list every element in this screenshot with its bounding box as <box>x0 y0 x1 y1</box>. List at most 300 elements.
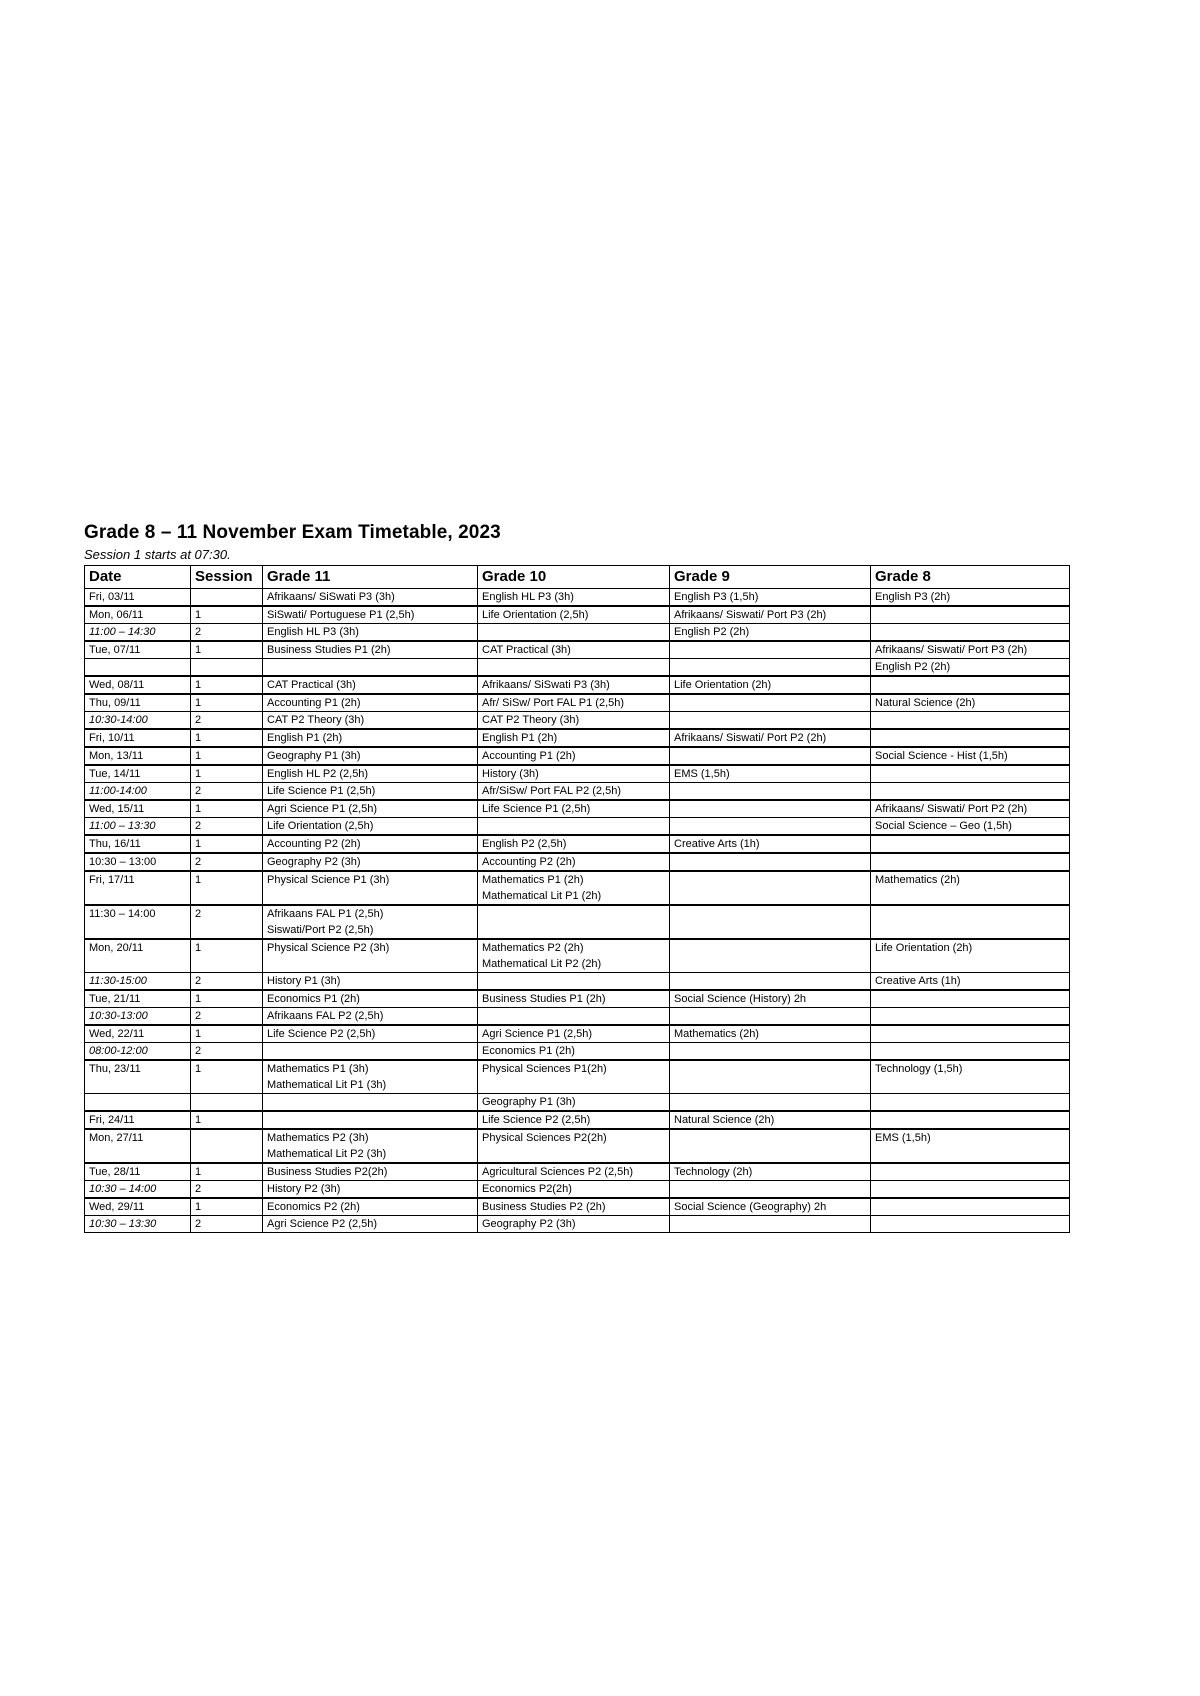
cell-date: 11:30 – 14:00 <box>85 905 191 939</box>
cell-date: 10:30-14:00 <box>85 712 191 730</box>
cell-line <box>875 1199 1065 1215</box>
cell-line <box>674 748 866 764</box>
table-header-row <box>85 566 1070 589</box>
cell-date: 11:00 – 13:30 <box>85 818 191 836</box>
cell-line: Afrikaans FAL P2 (2,5h) <box>267 1010 384 1022</box>
cell-session: 2 <box>191 1043 263 1061</box>
table-row <box>85 1043 1070 1061</box>
cell-g8 <box>871 1111 1070 1129</box>
cell-line <box>674 801 866 817</box>
cell-line <box>674 1130 866 1146</box>
cell-g9 <box>670 835 871 853</box>
cell-line <box>875 1043 1065 1059</box>
table-row <box>85 624 1070 642</box>
header-date: Date <box>85 566 191 589</box>
cell-line: Life Science P1 (2,5h) <box>267 785 376 797</box>
cell-g11 <box>263 783 478 801</box>
cell-date: Thu, 23/11 <box>85 1060 191 1094</box>
cell-g11 <box>263 641 478 659</box>
cell-line: Afrikaans/ Siswati/ Port P3 (2h) <box>674 609 827 621</box>
cell-g9 <box>670 659 871 677</box>
cell-line <box>674 1216 866 1232</box>
cell-line <box>875 677 1065 693</box>
cell-g9 <box>670 783 871 801</box>
header-grade-11: Grade 11 <box>263 566 478 589</box>
cell-date: Mon, 13/11 <box>85 747 191 765</box>
cell-session: 2 <box>191 783 263 801</box>
cell-line <box>674 659 866 675</box>
cell-session: 1 <box>191 676 263 694</box>
cell-g9 <box>670 1008 871 1026</box>
cell-g8 <box>871 871 1070 905</box>
cell-line <box>875 712 1065 728</box>
page-title: Grade 8 – 11 November Exam Timetable, 2023 <box>84 522 501 543</box>
cell-g11 <box>263 747 478 765</box>
cell-line: Creative Arts (1h) <box>674 838 760 850</box>
cell-g9 <box>670 1198 871 1216</box>
cell-g9 <box>670 1111 871 1129</box>
cell-g8 <box>871 624 1070 642</box>
cell-g8 <box>871 1198 1070 1216</box>
cell-date: Fri, 03/11 <box>85 589 191 607</box>
table-row <box>85 606 1070 624</box>
cell-line: History P2 (3h) <box>267 1183 341 1195</box>
cell-line <box>674 818 866 834</box>
table-row <box>85 747 1070 765</box>
cell-line: Mathematical Lit P1 (3h) <box>267 1079 387 1091</box>
cell-date: Tue, 28/11 <box>85 1163 191 1181</box>
cell-line: Economics P1 (2h) <box>267 993 360 1005</box>
table-row <box>85 1111 1070 1129</box>
header-grade-10: Grade 10 <box>478 566 670 589</box>
cell-g10 <box>478 1181 670 1199</box>
cell-line: Afrikaans FAL P1 (2,5h) <box>267 908 384 920</box>
cell-g8 <box>871 659 1070 677</box>
cell-line: Social Science - Hist (1,5h) <box>875 750 1008 762</box>
cell-line: Life Orientation (2,5h) <box>267 820 374 832</box>
cell-line: Life Orientation (2h) <box>875 942 973 954</box>
cell-g11 <box>263 712 478 730</box>
cell-line <box>674 872 866 888</box>
cell-line: Natural Science (2h) <box>674 1114 775 1126</box>
cell-line: Technology (1,5h) <box>875 1063 963 1075</box>
cell-g9 <box>670 871 871 905</box>
cell-line: English P3 (1,5h) <box>674 591 759 603</box>
cell-g10 <box>478 800 670 818</box>
cell-line <box>674 1008 866 1024</box>
cell-line: Agri Science P2 (2,5h) <box>267 1218 378 1230</box>
cell-line: English HL P3 (3h) <box>267 626 359 638</box>
table-row <box>85 939 1070 973</box>
table-row <box>85 1060 1070 1094</box>
cell-line: Physical Science P2 (3h) <box>267 942 390 954</box>
cell-line: Mathematics P2 (2h) <box>482 942 584 954</box>
cell-session <box>191 659 263 677</box>
cell-line: CAT P2 Theory (3h) <box>482 714 580 726</box>
cell-line: Physical Sciences P1(2h) <box>482 1063 607 1075</box>
cell-g11 <box>263 606 478 624</box>
cell-line: Afr/ SiSw/ Port FAL P1 (2,5h) <box>482 697 625 709</box>
cell-line: English P1 (2h) <box>267 732 343 744</box>
cell-g10 <box>478 973 670 991</box>
cell-g10 <box>478 853 670 871</box>
cell-g8 <box>871 1163 1070 1181</box>
cell-g10 <box>478 694 670 712</box>
cell-g11 <box>263 589 478 607</box>
cell-session: 1 <box>191 871 263 905</box>
cell-g10 <box>478 747 670 765</box>
cell-line <box>875 766 1065 782</box>
table-row <box>85 871 1070 905</box>
cell-session: 2 <box>191 712 263 730</box>
cell-session: 1 <box>191 800 263 818</box>
cell-line <box>267 1112 473 1128</box>
cell-line: Geography P2 (3h) <box>482 1218 576 1230</box>
cell-date: Tue, 07/11 <box>85 641 191 659</box>
cell-g11 <box>263 835 478 853</box>
cell-g8 <box>871 1094 1070 1112</box>
cell-line: CAT Practical (3h) <box>267 679 356 691</box>
cell-g10 <box>478 624 670 642</box>
cell-g10 <box>478 676 670 694</box>
cell-line: Geography P1 (3h) <box>267 750 361 762</box>
cell-g9 <box>670 990 871 1008</box>
table-row <box>85 1008 1070 1026</box>
cell-line: Accounting P2 (2h) <box>267 838 361 850</box>
cell-g8 <box>871 712 1070 730</box>
cell-session <box>191 1094 263 1112</box>
cell-g9 <box>670 800 871 818</box>
cell-line <box>674 854 866 870</box>
cell-g9 <box>670 853 871 871</box>
page-subtitle: Session 1 starts at 07:30. <box>84 547 231 562</box>
cell-line: Geography P2 (3h) <box>267 856 361 868</box>
cell-g9 <box>670 1060 871 1094</box>
cell-line: Afrikaans/ SiSwati P3 (3h) <box>267 591 395 603</box>
cell-line <box>875 607 1065 623</box>
table-row <box>85 853 1070 871</box>
cell-date: Wed, 15/11 <box>85 800 191 818</box>
cell-session: 2 <box>191 1216 263 1233</box>
cell-g10 <box>478 1025 670 1043</box>
cell-line <box>875 730 1065 746</box>
cell-g9 <box>670 712 871 730</box>
cell-line: English P2 (2h) <box>674 626 750 638</box>
cell-g10 <box>478 871 670 905</box>
cell-session: 1 <box>191 1111 263 1129</box>
cell-g9 <box>670 641 871 659</box>
cell-g10 <box>478 729 670 747</box>
cell-g10 <box>478 1111 670 1129</box>
cell-g10 <box>478 606 670 624</box>
cell-g11 <box>263 800 478 818</box>
cell-g9 <box>670 1216 871 1233</box>
cell-session: 1 <box>191 641 263 659</box>
cell-line: SiSwati/ Portuguese P1 (2,5h) <box>267 609 415 621</box>
cell-line <box>875 1216 1065 1232</box>
cell-g9 <box>670 1094 871 1112</box>
cell-line <box>875 1181 1065 1197</box>
cell-g11 <box>263 871 478 905</box>
cell-g10 <box>478 641 670 659</box>
cell-line <box>674 695 866 711</box>
cell-line: History (3h) <box>482 768 539 780</box>
cell-line <box>267 1094 473 1110</box>
cell-line <box>482 1008 665 1024</box>
cell-line: Mathematics P1 (3h) <box>267 1063 369 1075</box>
cell-line: Mathematics (2h) <box>674 1028 759 1040</box>
cell-line: CAT Practical (3h) <box>482 644 571 656</box>
cell-date <box>85 659 191 677</box>
cell-g10 <box>478 1043 670 1061</box>
cell-line: Agricultural Sciences P2 (2,5h) <box>482 1166 634 1178</box>
cell-g8 <box>871 1060 1070 1094</box>
cell-g9 <box>670 1163 871 1181</box>
cell-g11 <box>263 659 478 677</box>
cell-line: Social Science – Geo (1,5h) <box>875 820 1012 832</box>
cell-line <box>674 783 866 799</box>
cell-line: Physical Sciences P2(2h) <box>482 1132 607 1144</box>
cell-g9 <box>670 765 871 783</box>
cell-line: Afrikaans/ Siswati/ Port P2 (2h) <box>875 803 1028 815</box>
cell-date: Tue, 14/11 <box>85 765 191 783</box>
cell-line <box>674 940 866 956</box>
cell-line <box>674 712 866 728</box>
cell-g9 <box>670 1129 871 1163</box>
cell-g10 <box>478 1198 670 1216</box>
cell-session: 1 <box>191 1060 263 1094</box>
cell-session: 1 <box>191 1025 263 1043</box>
cell-date: Mon, 20/11 <box>85 939 191 973</box>
timetable <box>84 565 1070 1233</box>
table-row <box>85 1094 1070 1112</box>
cell-g11 <box>263 694 478 712</box>
cell-date: 10:30 – 13:00 <box>85 853 191 871</box>
cell-g10 <box>478 783 670 801</box>
table-row <box>85 835 1070 853</box>
table-row <box>85 1129 1070 1163</box>
table-row <box>85 641 1070 659</box>
cell-g8 <box>871 589 1070 607</box>
cell-g10 <box>478 589 670 607</box>
cell-line <box>482 818 665 834</box>
header-session: Session <box>191 566 263 589</box>
cell-line: Accounting P1 (2h) <box>267 697 361 709</box>
cell-line: Business Studies P1 (2h) <box>267 644 391 656</box>
cell-g8 <box>871 676 1070 694</box>
cell-g9 <box>670 1181 871 1199</box>
cell-line: Technology (2h) <box>674 1166 753 1178</box>
cell-session: 1 <box>191 729 263 747</box>
table-row <box>85 589 1070 607</box>
cell-session: 1 <box>191 765 263 783</box>
cell-g9 <box>670 973 871 991</box>
cell-g9 <box>670 676 871 694</box>
cell-session: 2 <box>191 624 263 642</box>
cell-g8 <box>871 606 1070 624</box>
cell-g11 <box>263 905 478 939</box>
cell-line: Social Science (History) 2h <box>674 993 807 1005</box>
cell-line <box>482 659 665 675</box>
cell-line <box>875 1094 1065 1110</box>
cell-line: Natural Science (2h) <box>875 697 976 709</box>
cell-line: Life Science P1 (2,5h) <box>482 803 591 815</box>
cell-g8 <box>871 747 1070 765</box>
cell-g8 <box>871 1008 1070 1026</box>
cell-line: English HL P3 (3h) <box>482 591 574 603</box>
table-row <box>85 676 1070 694</box>
cell-line <box>674 1043 866 1059</box>
cell-line: Afrikaans/ Siswati/ Port P3 (2h) <box>875 644 1028 656</box>
cell-date: Thu, 16/11 <box>85 835 191 853</box>
cell-g11 <box>263 818 478 836</box>
timetable-body <box>85 589 1070 1233</box>
cell-line: Mathematical Lit P2 (3h) <box>267 1148 387 1160</box>
cell-g11 <box>263 1129 478 1163</box>
cell-line: Afrikaans/ Siswati/ Port P2 (2h) <box>674 732 827 744</box>
cell-line: Siswati/Port P2 (2,5h) <box>267 924 374 936</box>
table-row <box>85 694 1070 712</box>
cell-line <box>482 624 665 640</box>
cell-g8 <box>871 1181 1070 1199</box>
cell-g11 <box>263 853 478 871</box>
table-row <box>85 1025 1070 1043</box>
cell-g8 <box>871 1025 1070 1043</box>
cell-g10 <box>478 659 670 677</box>
cell-g10 <box>478 818 670 836</box>
cell-g11 <box>263 1198 478 1216</box>
cell-g8 <box>871 905 1070 939</box>
cell-line: Business Studies P2 (2h) <box>482 1201 606 1213</box>
cell-date: Fri, 24/11 <box>85 1111 191 1129</box>
table-row <box>85 818 1070 836</box>
cell-g11 <box>263 624 478 642</box>
header-grade-8: Grade 8 <box>871 566 1070 589</box>
cell-line <box>674 973 866 989</box>
cell-session: 1 <box>191 747 263 765</box>
cell-g11 <box>263 765 478 783</box>
cell-line <box>482 906 665 922</box>
cell-line <box>875 854 1065 870</box>
cell-g8 <box>871 729 1070 747</box>
table-row <box>85 1216 1070 1233</box>
cell-g11 <box>263 1216 478 1233</box>
cell-g11 <box>263 990 478 1008</box>
cell-line: English P2 (2,5h) <box>482 838 567 850</box>
cell-line <box>875 1164 1065 1180</box>
cell-line <box>875 991 1065 1007</box>
cell-session: 2 <box>191 905 263 939</box>
cell-line: English HL P2 (2,5h) <box>267 768 369 780</box>
cell-line: Mathematical Lit P2 (2h) <box>482 958 602 970</box>
cell-line <box>875 906 1065 922</box>
cell-line: Creative Arts (1h) <box>875 975 961 987</box>
cell-date: Mon, 06/11 <box>85 606 191 624</box>
cell-date: 11:00-14:00 <box>85 783 191 801</box>
cell-session: 1 <box>191 1163 263 1181</box>
cell-g10 <box>478 712 670 730</box>
cell-date: Fri, 10/11 <box>85 729 191 747</box>
cell-date: 11:30-15:00 <box>85 973 191 991</box>
cell-g8 <box>871 853 1070 871</box>
table-row <box>85 1198 1070 1216</box>
cell-g9 <box>670 1043 871 1061</box>
cell-g10 <box>478 1060 670 1094</box>
table-row <box>85 765 1070 783</box>
cell-g9 <box>670 606 871 624</box>
cell-g8 <box>871 641 1070 659</box>
cell-g8 <box>871 1129 1070 1163</box>
cell-date <box>85 1094 191 1112</box>
header-grade-9: Grade 9 <box>670 566 871 589</box>
cell-line: Mathematics (2h) <box>875 874 960 886</box>
cell-g10 <box>478 939 670 973</box>
cell-g11 <box>263 1060 478 1094</box>
cell-g9 <box>670 905 871 939</box>
cell-session <box>191 1129 263 1163</box>
cell-session: 1 <box>191 990 263 1008</box>
cell-line: Business Studies P2(2h) <box>267 1166 388 1178</box>
cell-date: 08:00-12:00 <box>85 1043 191 1061</box>
cell-line: Physical Science P1 (3h) <box>267 874 390 886</box>
cell-line: Mathematical Lit P1 (2h) <box>482 890 602 902</box>
cell-line: Life Science P2 (2,5h) <box>482 1114 591 1126</box>
cell-session: 2 <box>191 1181 263 1199</box>
cell-line <box>875 783 1065 799</box>
cell-line: Economics P1 (2h) <box>482 1045 575 1057</box>
cell-date: 10:30-13:00 <box>85 1008 191 1026</box>
table-row <box>85 783 1070 801</box>
cell-session: 2 <box>191 818 263 836</box>
cell-line: Life Orientation (2h) <box>674 679 772 691</box>
cell-date: Wed, 22/11 <box>85 1025 191 1043</box>
cell-line <box>267 1043 473 1059</box>
cell-g8 <box>871 783 1070 801</box>
cell-line <box>875 1112 1065 1128</box>
cell-g10 <box>478 905 670 939</box>
cell-line: Economics P2(2h) <box>482 1183 572 1195</box>
cell-line: Social Science (Geography) 2h <box>674 1201 827 1213</box>
cell-line: English P2 (2h) <box>875 661 951 673</box>
cell-session: 2 <box>191 1008 263 1026</box>
cell-line <box>267 659 473 675</box>
cell-line <box>875 624 1065 640</box>
cell-g9 <box>670 939 871 973</box>
cell-g8 <box>871 818 1070 836</box>
cell-line: Mathematics P1 (2h) <box>482 874 584 886</box>
table-row <box>85 729 1070 747</box>
cell-g11 <box>263 939 478 973</box>
cell-line <box>482 973 665 989</box>
cell-line: Life Science P2 (2,5h) <box>267 1028 376 1040</box>
cell-date: 10:30 – 13:30 <box>85 1216 191 1233</box>
cell-line: CAT P2 Theory (3h) <box>267 714 365 726</box>
cell-line: Accounting P1 (2h) <box>482 750 576 762</box>
cell-session: 1 <box>191 835 263 853</box>
cell-g10 <box>478 1094 670 1112</box>
cell-g8 <box>871 990 1070 1008</box>
cell-g8 <box>871 694 1070 712</box>
cell-line: Geography P1 (3h) <box>482 1096 576 1108</box>
table-row <box>85 712 1070 730</box>
cell-date: Wed, 08/11 <box>85 676 191 694</box>
cell-line: Life Orientation (2,5h) <box>482 609 589 621</box>
cell-g8 <box>871 835 1070 853</box>
cell-date: 10:30 – 14:00 <box>85 1181 191 1199</box>
cell-g11 <box>263 1181 478 1199</box>
cell-g8 <box>871 939 1070 973</box>
cell-line <box>875 1008 1065 1024</box>
